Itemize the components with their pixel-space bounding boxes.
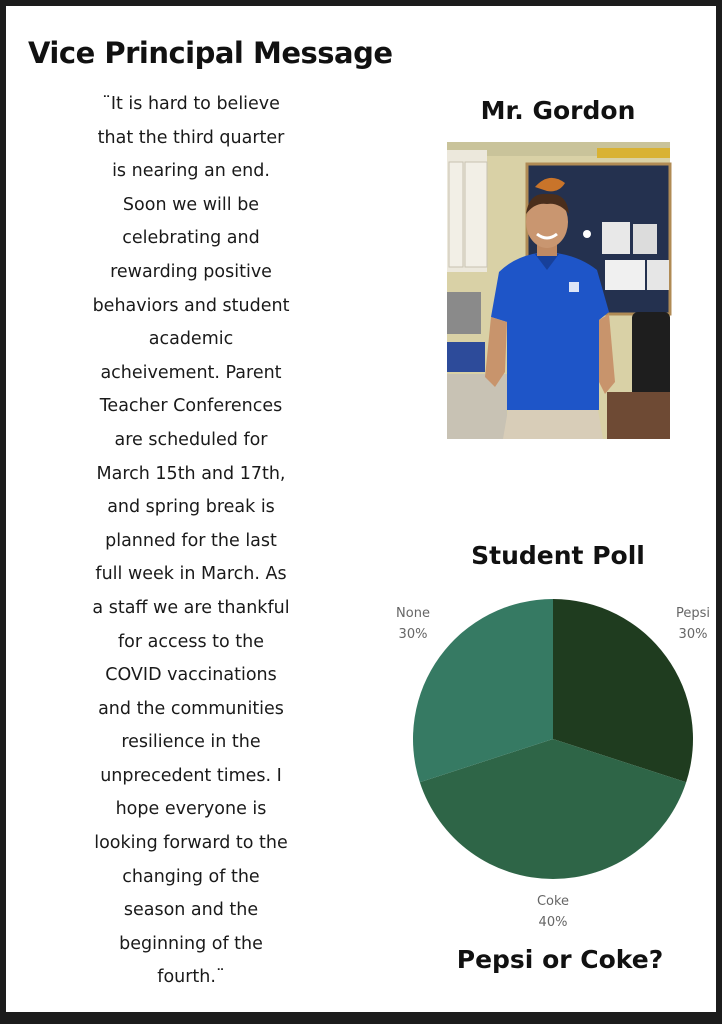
message-line: March 15th and 17th, [96, 463, 286, 484]
vice-principal-name: Mr. Gordon [480, 96, 636, 125]
pie-value-pepsi: 30% [678, 627, 708, 642]
message-line: for access to the [117, 631, 264, 652]
message-line: and the communities [98, 698, 284, 719]
message-line: celebrating and [122, 228, 260, 249]
message-line: fourth.¨ [157, 967, 225, 988]
message-line: academic [148, 329, 234, 350]
message-line: looking forward to the [94, 833, 288, 854]
message-line: beginning of the [119, 933, 263, 954]
message-line: resilience in the [121, 732, 261, 753]
pie-label-coke: Coke [536, 894, 570, 909]
message-line: behaviors and student [92, 295, 290, 316]
message-line: season and the [123, 900, 259, 921]
page-title: Vice Principal Message [28, 36, 393, 70]
message-line: a staff we are thankful [92, 597, 290, 618]
message-line: Soon we will be [122, 194, 260, 215]
message-line: is nearing an end. [112, 161, 270, 182]
message-line: rewarding positive [110, 261, 272, 282]
message-line: that the third quarter [97, 127, 285, 148]
message-line: acheivement. Parent [100, 362, 282, 383]
message-line: ¨It is hard to believe [102, 94, 280, 114]
vice-principal-message [66, 88, 316, 995]
message-line: planned for the last [105, 530, 277, 551]
poll-question: Pepsi or Coke? [456, 945, 664, 974]
poll-title: Student Poll [471, 541, 645, 570]
pie-value-none: 30% [398, 627, 428, 642]
pie-value-coke: 40% [538, 915, 568, 930]
message-line: changing of the [122, 866, 260, 887]
message-line: are scheduled for [114, 429, 268, 450]
message-line: and spring break is [107, 497, 275, 518]
newsletter-page [6, 6, 716, 1012]
pie-label-none: None [396, 606, 430, 621]
message-line: full week in March. As [95, 564, 287, 585]
message-line: unprecedent times. I [100, 765, 282, 786]
message-line: hope everyone is [115, 799, 267, 820]
message-line: Teacher Conferences [99, 396, 283, 417]
student-poll-pie-chart [366, 591, 711, 931]
vice-principal-photo [447, 142, 670, 439]
message-line: COVID vaccinations [105, 665, 277, 686]
pie-label-pepsi: Pepsi [675, 606, 711, 621]
